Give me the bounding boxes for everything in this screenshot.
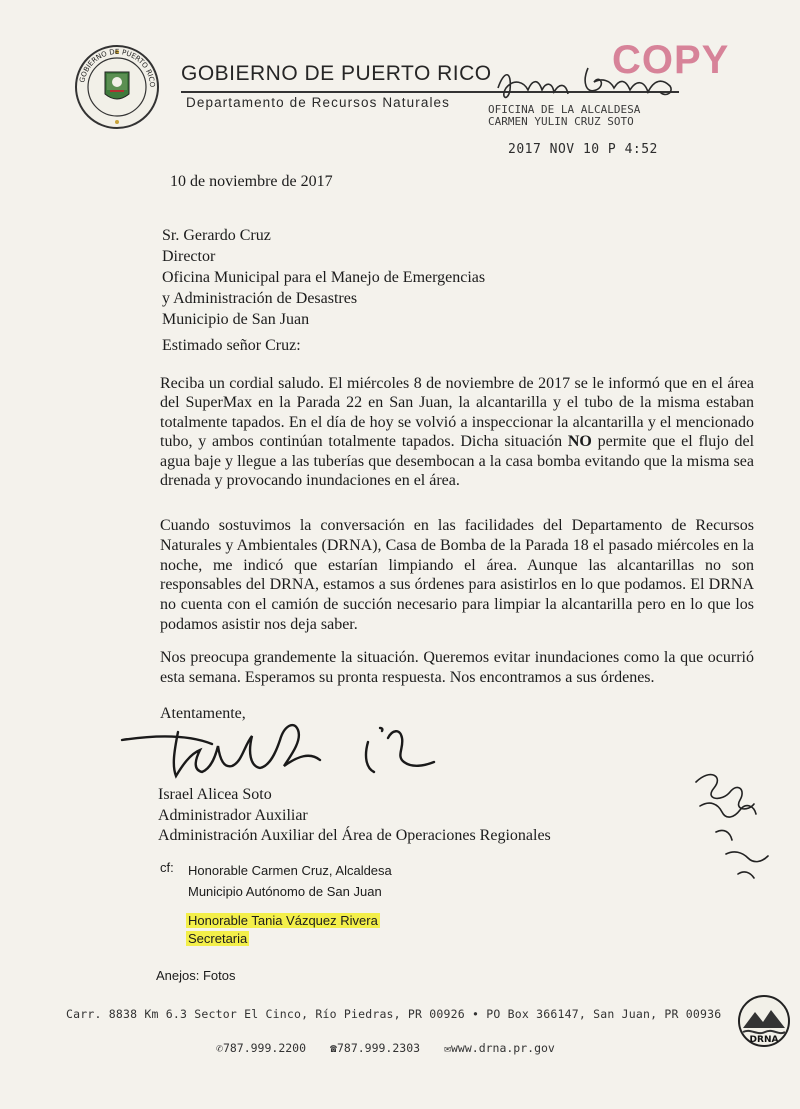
web-icon: ✉ (444, 1041, 451, 1055)
signer-name: Israel Alicea Soto (158, 786, 272, 803)
paragraph-1 (160, 374, 754, 490)
cc-block (188, 860, 392, 902)
cc-label: cf: (160, 860, 174, 875)
drna-logo-icon (737, 994, 791, 1060)
received-date-stamp: 2017 NOV 10 P 4:52 (508, 142, 658, 157)
signer-block (158, 785, 551, 847)
copy-stamp: COPY (612, 38, 730, 82)
cc-highlighted-block (186, 912, 380, 948)
annex-note: Anejos: Fotos (156, 968, 236, 983)
svg-text:DRNA: DRNA (749, 1035, 779, 1045)
letterhead-government: GOBIERNO DE PUERTO RICO (181, 62, 492, 85)
cc-highlighted-name: Honorable Tania Vázquez Rivera (188, 913, 378, 928)
puerto-rico-seal-icon (74, 44, 160, 130)
phone-icon: ✆ (216, 1041, 223, 1055)
footer-address: Carr. 8838 Km 6.3 Sector El Cinco, Río Piedras, PR 00926 • PO Box 366147, San Juan, PR 00936 (66, 1007, 722, 1021)
recipient-line: Municipio de San Juan (162, 311, 310, 328)
signer-title: Administrador Auxiliar (158, 806, 308, 824)
svg-text:GOBIERNO DE PUERTO RICO: GOBIERNO DE PUERTO RICO (78, 47, 157, 88)
recipient-line: y Administración de Desastres (162, 290, 358, 307)
recipient-block (162, 225, 485, 330)
paragraph-1-bold: NO (567, 433, 592, 451)
cc-highlighted-title: Secretaria (188, 931, 248, 946)
cc-line: Municipio Autónomo de San Juan (188, 884, 382, 899)
received-stamp-line1: OFICINA DE LA ALCALDESA (488, 103, 641, 116)
letter-date: 10 de noviembre de 2017 (170, 173, 333, 190)
paragraph-2: Cuando sostuvimos la conversación en las facilidades del Departamento de Recursos Naturales y Ambientales (DRNA), Casa de Bomba de la Parada 18 el pasado miércoles en la noche, me indicó que estarían limpiando el área. Aunque las alcantarillas no son responsables del DRNA, estamos a sus órdenes para asistirlos en lo que podamos. El DRNA no cuenta con el camión de succión necesario para limpiar la alcantarilla pero en lo que los podamos asistir nos deja saber. (160, 517, 754, 633)
recipient-line: Director (162, 248, 216, 265)
letterhead-department: Departamento de Recursos Naturales (186, 95, 451, 110)
footer-contacts (216, 1041, 555, 1055)
closing: Atentamente, (160, 705, 246, 722)
signature-icon (118, 718, 458, 788)
handwritten-initials-icon (686, 762, 786, 892)
recipient-line: Oficina Municipal para el Manejo de Emergencias (162, 269, 486, 286)
footer-web: www.drna.pr.gov (451, 1041, 555, 1055)
recipient-line: Sr. Gerardo Cruz (162, 227, 271, 244)
paragraph-1-text-a: Reciba un cordial saludo. El miércoles 8 de noviembre de 2017 se le informó que en el área del SuperMax en la Parada 22 en San Juan, la alcantarilla y el tubo de la misma estaban totalmente tapados. En el día de hoy se volvió a inspeccionar la alcantarilla y el mencionado tubo, y ambos continúan totalmente tapados. Dicha situación (160, 375, 754, 451)
received-stamp (488, 104, 640, 128)
paragraph-3: Nos preocupa grandemente la situación. Queremos evitar inundaciones como la que ocurrió esta semana. Esperamos su pronta respuesta. Nos encontramos a sus órdenes. (160, 649, 754, 686)
signer-office: Administración Auxiliar del Área de Operaciones Regionales (158, 827, 551, 844)
salutation: Estimado señor Cruz: (162, 337, 301, 354)
fax-icon: ☎ (330, 1041, 337, 1055)
footer-fax: 787.999.2303 (336, 1041, 421, 1055)
received-stamp-line2: CARMEN YULIN CRUZ SOTO (488, 115, 634, 128)
footer-phone: 787.999.2200 (222, 1041, 307, 1055)
cc-line: Honorable Carmen Cruz, Alcaldesa (188, 863, 392, 878)
paragraph-1-text-b: permite que el flujo del agua baje y llegue a las tuberías que desembocan a la casa bomba evitando que la misma sea drenada y provocando inundaciones en el área. (160, 433, 755, 490)
